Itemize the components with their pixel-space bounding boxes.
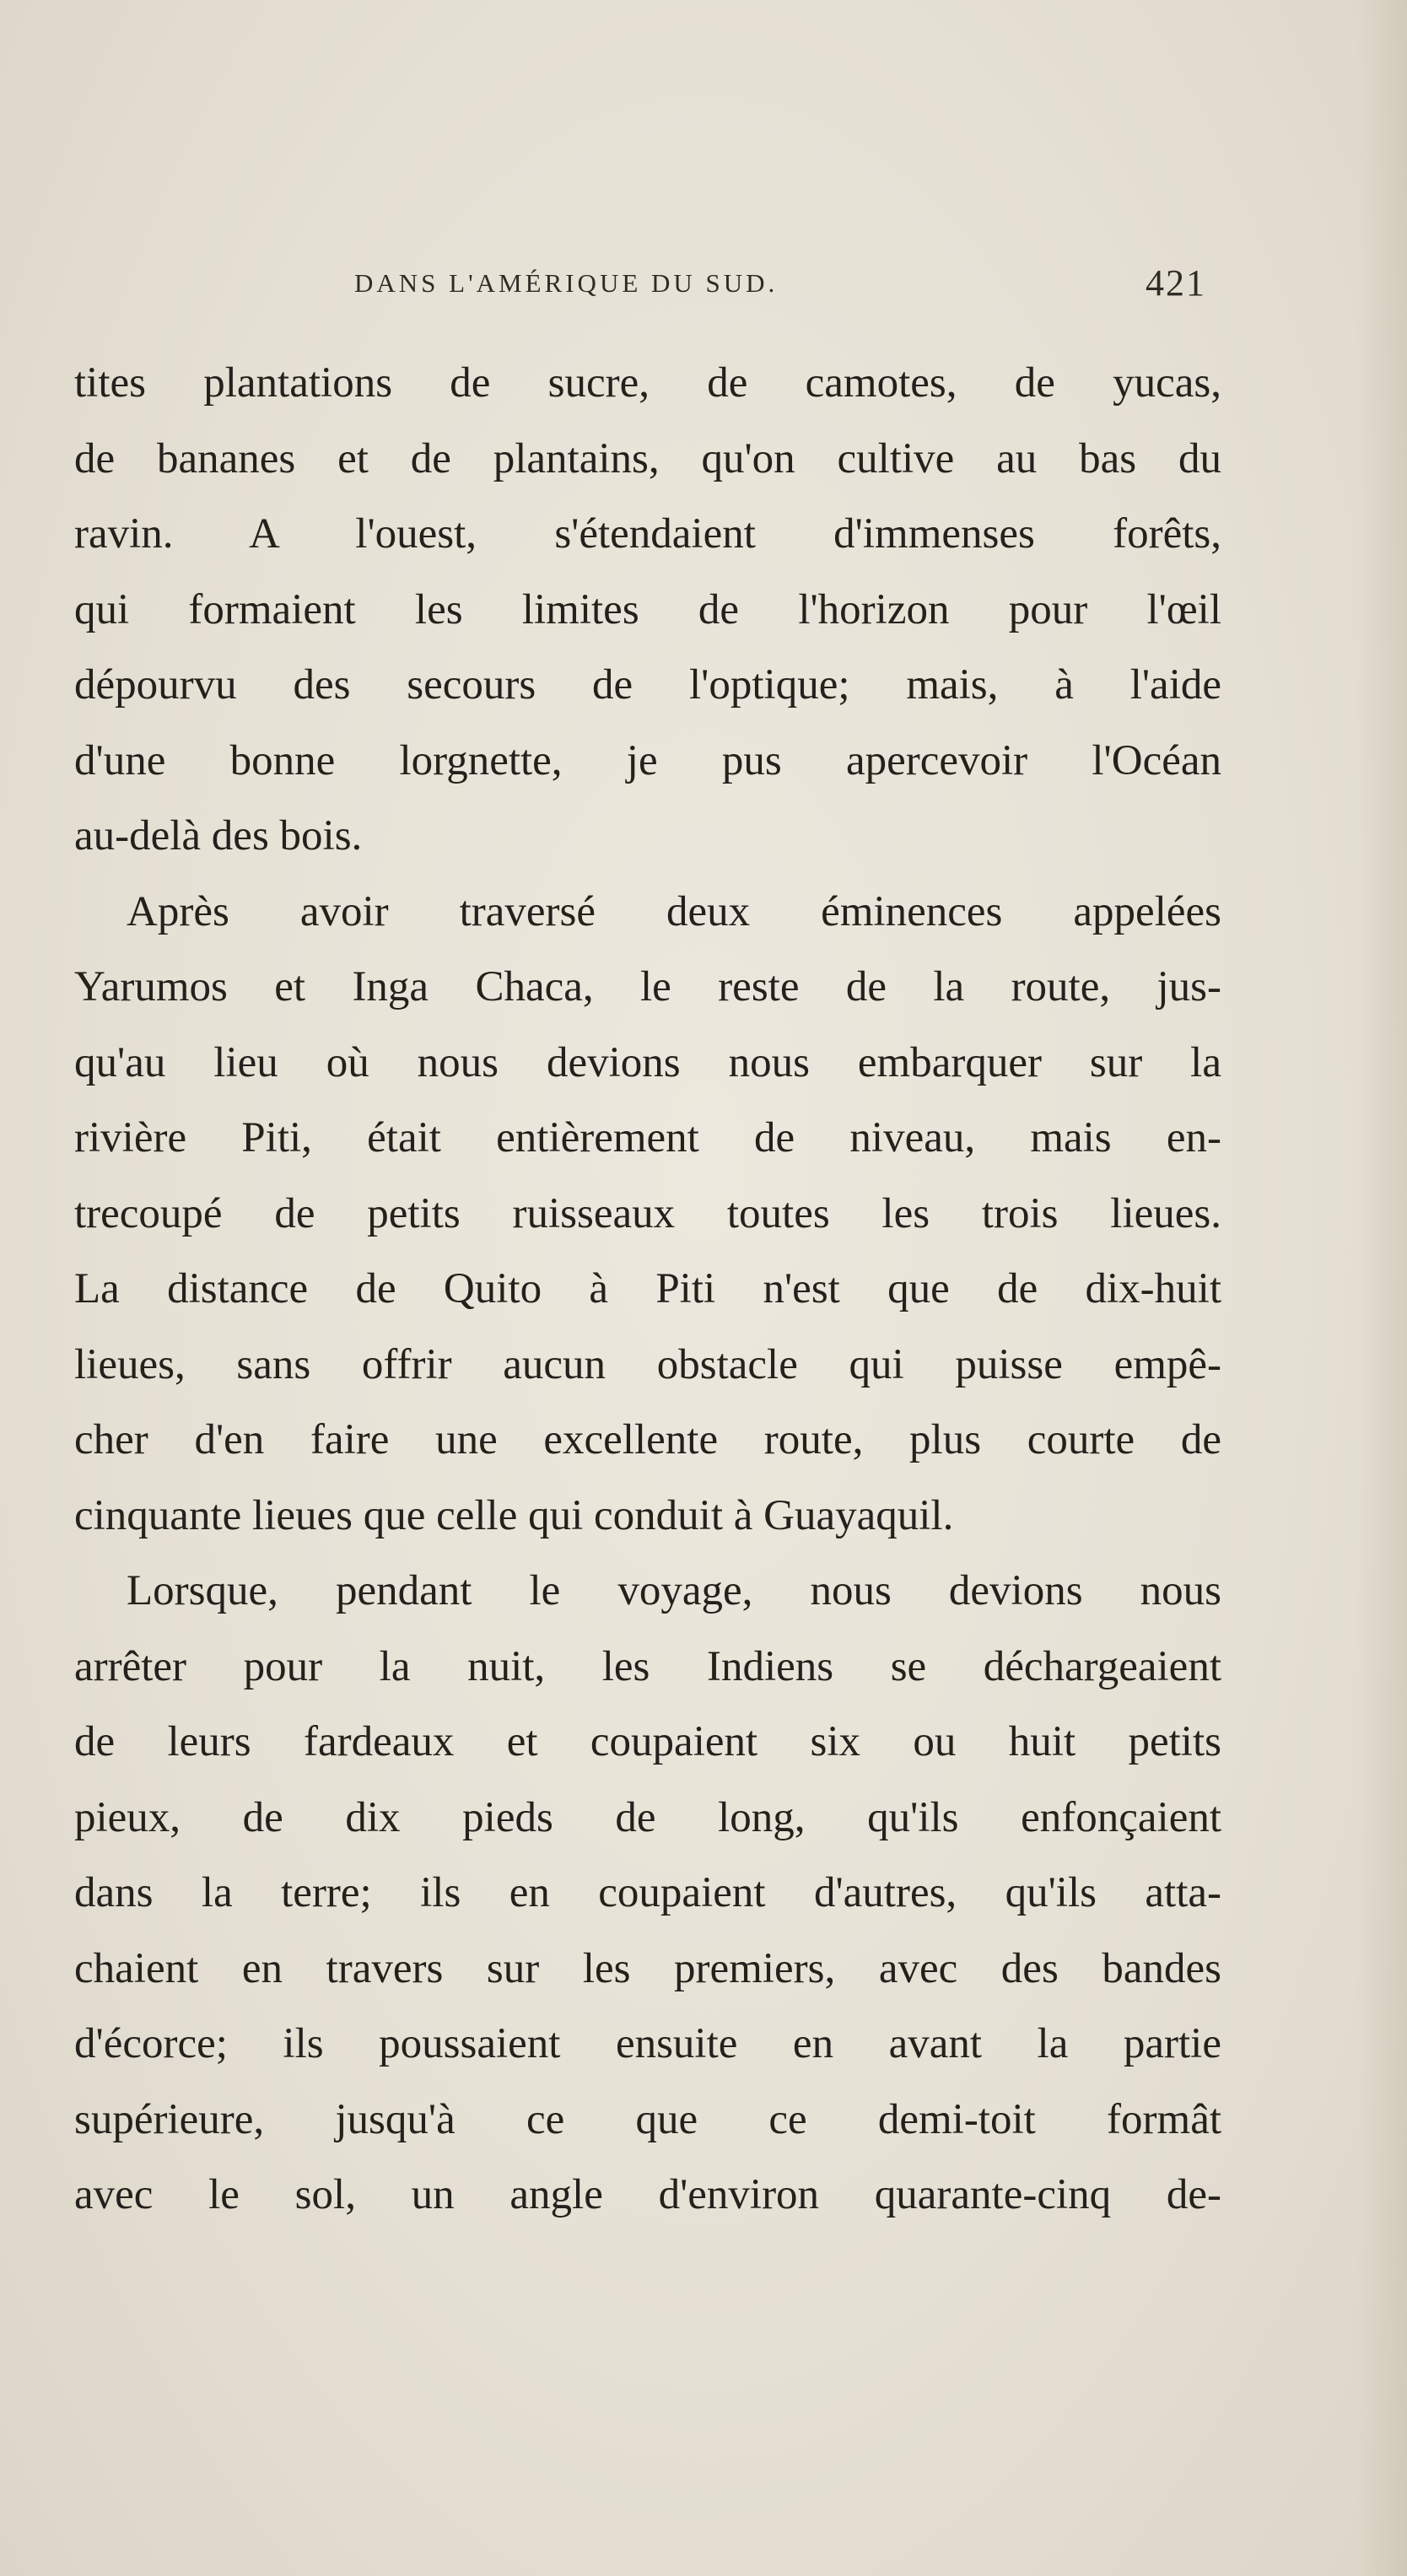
- text-line: d'une bonne lorgnette, je pus apercevoir l'Océan: [74, 736, 1221, 784]
- text-line: Lorsque, pendant le voyage, nous devions nous: [127, 1567, 1221, 1614]
- text-line: cinquante lieues que celle qui conduit à Guayaquil.: [74, 1491, 954, 1539]
- page-number: 421: [1146, 262, 1206, 304]
- text-line: tites plantations de sucre, de camotes, de yucas,: [74, 359, 1221, 407]
- text-line: cher d'en faire une excellente route, plus courte de: [74, 1416, 1221, 1463]
- text-line: Yarumos et Inga Chaca, le reste de la route, jus-: [74, 963, 1221, 1010]
- text-line: ravin. A l'ouest, s'étendaient d'immenses forêts,: [74, 510, 1221, 558]
- text-line: rivière Piti, était entièrement de niveau, mais en-: [74, 1114, 1221, 1161]
- text-line: supérieure, jusqu'à ce que ce demi-toit formât: [74, 2095, 1221, 2143]
- text-line: Après avoir traversé deux éminences appelées: [127, 887, 1221, 935]
- body-text: [74, 346, 1221, 2234]
- text-line: chaient en travers sur les premiers, avec des bandes: [74, 1944, 1221, 1992]
- running-head: [354, 261, 1206, 312]
- text-line: lieues, sans offrir aucun obstacle qui puisse empê-: [74, 1340, 1221, 1388]
- text-line: trecoupé de petits ruisseaux toutes les trois lieues.: [74, 1189, 1221, 1237]
- text-line: qu'au lieu où nous devions nous embarquer sur la: [74, 1038, 1221, 1086]
- text-line: La distance de Quito à Piti n'est que de dix-huit: [74, 1265, 1221, 1312]
- text-line: avec le sol, un angle d'environ quarante-cinq de-: [74, 2171, 1221, 2218]
- running-title: DANS L'AMÉRIQUE DU SUD.: [354, 268, 779, 298]
- text-line: dépourvu des secours de l'optique; mais, à l'aide: [74, 661, 1221, 709]
- text-line: au-delà des bois.: [74, 812, 363, 860]
- page-edge-shadow: [1356, 0, 1407, 2576]
- text-line: d'écorce; ils poussaient ensuite en avant la partie: [74, 2020, 1221, 2067]
- text-line: pieux, de dix pieds de long, qu'ils enfonçaient: [74, 1793, 1221, 1841]
- text-line: de leurs fardeaux et coupaient six ou huit petits: [74, 1718, 1221, 1765]
- text-line: dans la terre; ils en coupaient d'autres, qu'ils atta-: [74, 1869, 1221, 1916]
- text-line: qui formaient les limites de l'horizon pour l'œil: [74, 585, 1221, 633]
- text-line: de bananes et de plantains, qu'on cultive au bas du: [74, 434, 1221, 482]
- text-line: arrêter pour la nuit, les Indiens se déchargeaient: [74, 1642, 1221, 1690]
